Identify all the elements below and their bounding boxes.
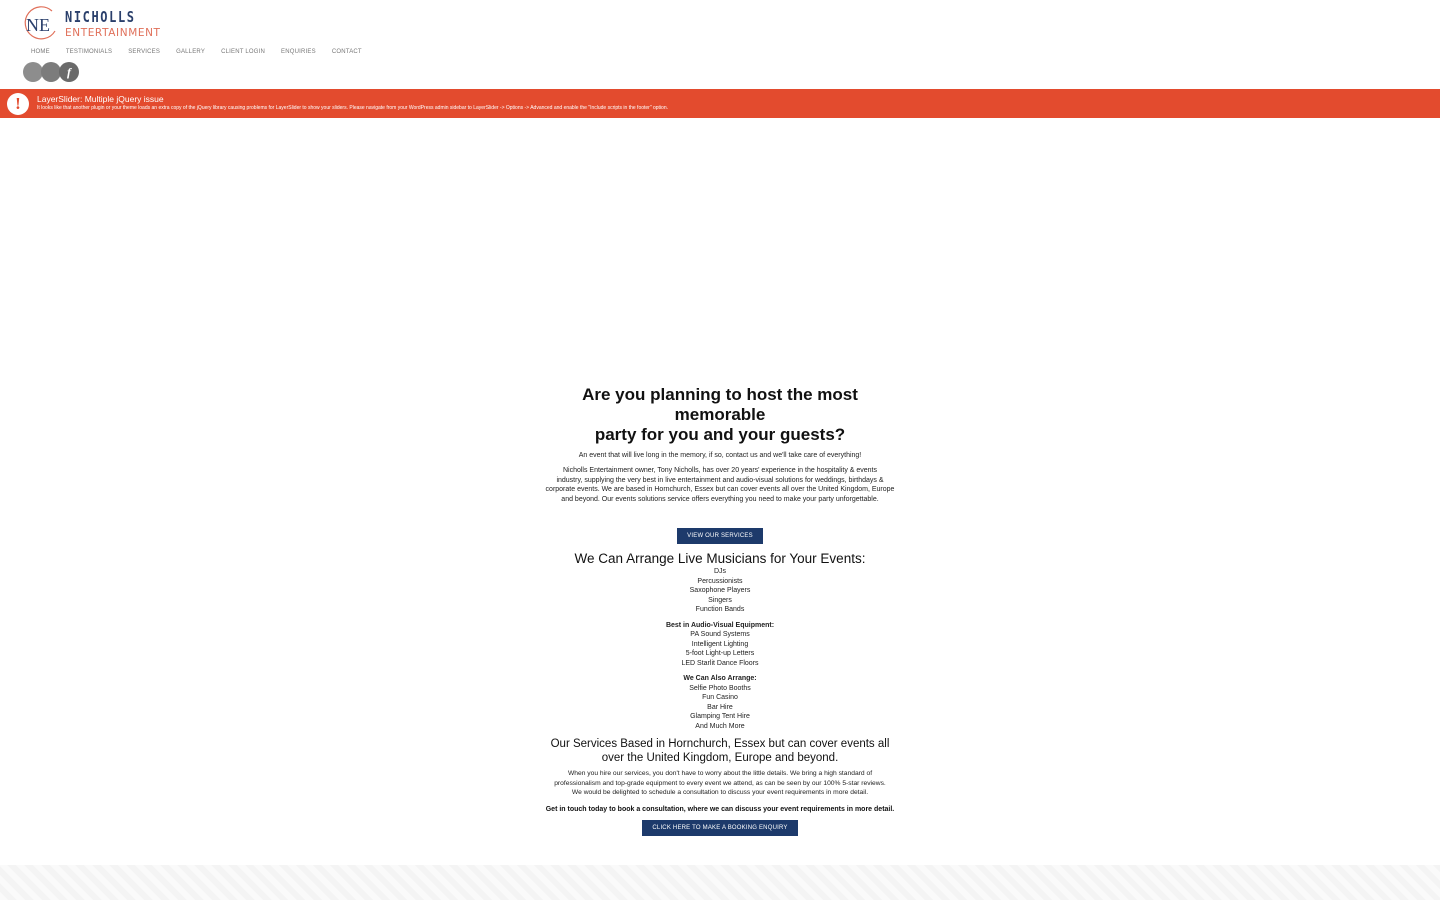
view-services-button[interactable]: VIEW OUR SERVICES: [677, 528, 763, 544]
social-links: [23, 62, 83, 82]
nav-services[interactable]: SERVICES: [128, 49, 161, 55]
musicians-list: [540, 567, 900, 731]
nav-contact[interactable]: CONTACT: [331, 49, 362, 55]
coverage-line-1: When you hire our services, you don't have to worry about the little details. We bring a high standard of: [567, 770, 873, 777]
coverage-line-3: We would be delighted to schedule a consultation to discuss your event requirements in more detail.: [571, 789, 869, 796]
logo-monogram-text: NE: [26, 15, 50, 35]
main-nav: [31, 49, 362, 55]
list-item: Percussionists: [697, 577, 743, 585]
intro-line-2: industry, supplying the very best in live entertainment and audio-visual solutions for weddings, birthdays &: [556, 476, 884, 484]
twitter-icon[interactable]: [41, 62, 61, 82]
nav-client-login[interactable]: CLIENT LOGIN: [221, 49, 266, 55]
coverage-heading-line2: over the United Kingdom, Europe and beyond.: [601, 752, 839, 764]
banner-title: LayerSlider: Multiple jQuery issue: [37, 94, 164, 104]
site-logo[interactable]: [22, 5, 161, 43]
nav-testimonials[interactable]: TESTIMONIALS: [65, 49, 113, 55]
list-item: Glamping Tent Hire: [690, 713, 750, 720]
list-item: Fun Casino: [702, 694, 738, 701]
list-item: Singers: [708, 596, 732, 604]
coverage-heading: [540, 737, 900, 765]
list-item: Selfie Photo Booths: [689, 684, 751, 692]
musicians-heading: We Can Arrange Live Musicians for Your Events:: [574, 551, 866, 566]
booking-enquiry-button[interactable]: CLICK HERE TO MAKE A BOOKING ENQUIRY: [642, 820, 797, 836]
coverage-line-2: professionalism and top-grade equipment to every event we attend, as can be seen by our 100% 5-star reviews.: [554, 779, 886, 787]
logo-name: NICHOLLS: [65, 7, 136, 26]
list-item: LED Starlit Dance Floors: [681, 659, 759, 667]
main-content: [540, 385, 900, 836]
banner-message: It looks like that another plugin or your theme loads an extra copy of the jQuery library causing problems for LayerSlider to show your sliders. Please navigate from your WordPress admin sidebar to LayerSlider -> Options -> Advanced and enable the "Include scripts in the footer" option.: [37, 105, 669, 111]
list-item: DJs: [713, 568, 727, 575]
intro-line-4: and beyond. Our events solutions service offers everything you need to make your party unforgettable.: [561, 495, 879, 503]
hero-intro: [540, 466, 900, 504]
intro-line-3: corporate events. We are based in Hornchurch, Essex but can cover events all over the United Kingdom, Europe: [545, 486, 895, 493]
list-item: PA Sound Systems: [690, 631, 750, 638]
page-title-line2: party for you and your guests?: [594, 425, 846, 444]
page-title-line1: Are you planning to host the most memorable: [582, 385, 858, 424]
footer-pattern: [0, 865, 1440, 900]
av-heading: Best in Audio-Visual Equipment:: [665, 621, 775, 629]
list-item: 5-foot Light-up Letters: [685, 650, 755, 657]
intro-line-1: Nicholls Entertainment owner, Tony Nicholls, has over 20 years' experience in the hospitality & events: [562, 467, 878, 474]
list-item: Intelligent Lighting: [691, 640, 749, 648]
coverage-heading-line1: Our Services Based in Hornchurch, Essex but can cover events all: [550, 738, 890, 750]
nav-gallery[interactable]: GALLERY: [176, 49, 206, 55]
list-item: And Much More: [695, 722, 745, 730]
list-item: Function Bands: [695, 606, 745, 613]
nav-enquiries[interactable]: ENQUIRIES: [281, 49, 316, 55]
exclamation-icon: !: [7, 93, 29, 115]
hero-tagline: An event that will live long in the memory, if so, contact us and we'll take care of everything!: [578, 452, 862, 459]
list-item: Bar Hire: [707, 703, 733, 711]
coverage-paragraph: [540, 769, 900, 798]
facebook-icon[interactable]: f: [59, 62, 79, 82]
layerslider-error-banner: [0, 89, 1440, 118]
page-title: [540, 385, 900, 445]
instagram-icon[interactable]: [23, 62, 43, 82]
also-heading: We Can Also Arrange:: [683, 675, 757, 682]
list-item: Saxophone Players: [689, 587, 751, 594]
logo-subtitle: ENTERTAINMENT: [65, 26, 161, 39]
nav-home[interactable]: HOME: [31, 49, 50, 55]
consultation-cta: Get in touch today to book a consultation, where we can discuss your event requirements in more detail.: [545, 805, 895, 813]
logo-monogram-icon: [22, 5, 60, 43]
